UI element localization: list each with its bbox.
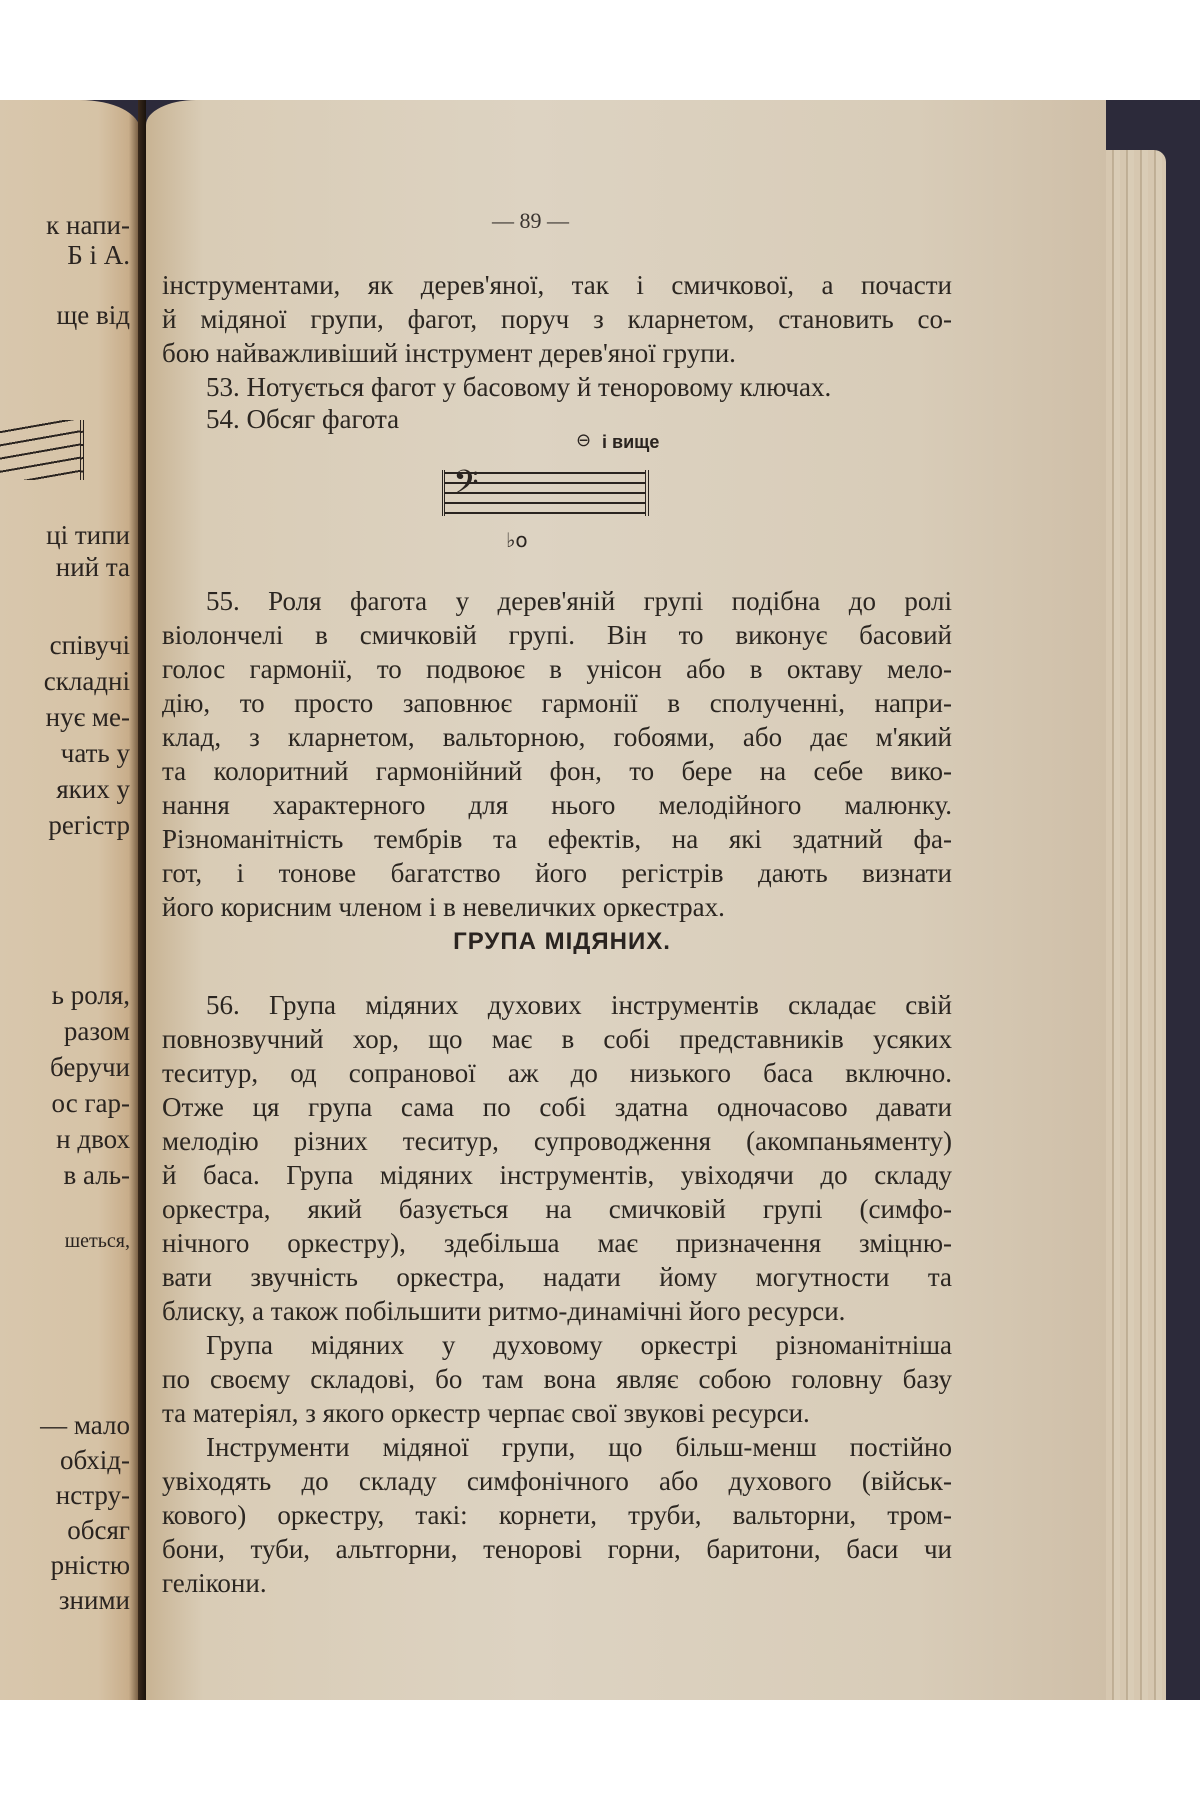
left-fragment: — мало	[40, 1410, 130, 1440]
left-fragment: разом	[63, 1016, 130, 1046]
text-line: й баса. Група мідяних інструментів, увіходячи до складу	[162, 1160, 952, 1190]
left-fragment: ний та	[55, 552, 130, 582]
page-edges	[1106, 150, 1166, 1700]
book-gutter	[138, 100, 146, 1700]
left-fragment: в аль-	[63, 1160, 130, 1190]
section-heading: ГРУПА МІДЯНИХ.	[453, 928, 671, 955]
text-line: увіходять до складу симфонічного або духового (військ-	[162, 1466, 952, 1496]
left-fragment: регістр	[48, 810, 130, 840]
left-fragment: ще від	[56, 300, 130, 330]
left-fragment: беручи	[49, 1052, 130, 1082]
left-fragment: к напи-	[46, 210, 130, 240]
left-fragment: співучі	[49, 630, 130, 660]
left-fragment: Б і А.	[67, 240, 130, 270]
text-line: Отже ця група сама по собі здатна одночасово давати	[162, 1092, 952, 1122]
bassoon-range-staff	[442, 464, 649, 516]
text-line: блиску, а також побільшити ритмо-динамічні його ресурси.	[162, 1296, 846, 1326]
left-fragment: складні	[43, 666, 130, 696]
text-line: інструментами, як дерев'яної, так і смичкової, а почасти	[162, 270, 952, 300]
text-line: Різноманітність тембрів та ефектів, на які здатний фа-	[162, 824, 952, 854]
left-fragment: обсяг	[67, 1515, 130, 1545]
text-line: вати звучність оркестра, надати йому могутности та	[162, 1262, 952, 1292]
text-line: 55. Роля фагота у дерев'яній групі подібна до ролі	[206, 586, 952, 616]
music-staff-fragment	[0, 420, 84, 480]
text-line: нічного оркестру), здебільша має призначення зміцню-	[162, 1228, 952, 1258]
text-line: та матеріял, з якого оркестр черпає свої звукові ресурси.	[162, 1398, 810, 1428]
text-line: бою найважливіший інструмент дерев'яної групи.	[162, 338, 736, 368]
text-line: бони, туби, альтгорни, тенорові горни, баритони, баси чи	[162, 1534, 952, 1564]
text-line: й мідяної групи, фагот, поруч з кларнетом, становить со-	[162, 304, 952, 334]
text-line: мелодію різних теситур, супроводження (акомпаньяменту)	[162, 1126, 952, 1156]
text-line: голос гармонії, то подвоює в унісон або в октаву мело-	[162, 654, 952, 684]
text-line: нання характерного для нього мелодійного малюнку.	[162, 790, 952, 820]
left-page	[0, 100, 140, 1700]
text-line: та колоритний гармонійний фон, то бере на себе вико-	[162, 756, 952, 786]
text-line: по своєму складові, бо там вона являє собою головну базу	[162, 1364, 952, 1394]
left-fragment: нує ме-	[45, 702, 130, 732]
paragraph-53: 53. Нотується фагот у басовому й теноровому ключах.	[206, 372, 832, 402]
left-fragment: н двох	[56, 1124, 130, 1154]
text-line: віолончелі в смичковій групі. Він то виконує басовий	[162, 620, 952, 650]
left-fragment: нстру-	[55, 1480, 130, 1510]
left-fragment: яких у	[56, 774, 130, 804]
text-line: гот, і тонове багатство його регістрів дають визнати	[162, 858, 952, 888]
left-fragment: ці типи	[46, 520, 130, 550]
text-line: клад, з кларнетом, вальторною, гобоями, або дає м'який	[162, 722, 952, 752]
left-fragment: ь роля,	[51, 980, 130, 1010]
range-high-label: і вище	[602, 432, 660, 452]
text-line: 56. Група мідяних духових інструментів складає свій	[206, 990, 952, 1020]
text-line: Інструменти мідяної групи, що більш-менш постійно	[206, 1432, 952, 1462]
text-line: теситур, од сопранової аж до низького баса включно.	[162, 1058, 952, 1088]
text-line: Група мідяних у духовому оркестрі різноманітніша	[206, 1330, 952, 1360]
high-note-glyph: ⊖	[576, 430, 592, 451]
book-photo	[0, 100, 1200, 1700]
left-fragment: шеться,	[64, 1230, 130, 1252]
bass-clef-icon: 𝄢	[453, 464, 479, 510]
low-note-glyph: ♭o	[506, 528, 528, 552]
page-number: — 89 —	[492, 208, 569, 233]
text-line: гелікони.	[162, 1568, 267, 1598]
left-fragment: чать у	[60, 738, 130, 768]
text-line: кового) оркестру, такі: корнети, труби, вальторни, тром-	[162, 1500, 952, 1530]
text-line: повнозвучний хор, що має в собі представників усяких	[162, 1024, 952, 1054]
left-fragment: обхід-	[60, 1445, 130, 1475]
text-line: дію, то просто заповнює гармонії в сполученні, напри-	[162, 688, 952, 718]
left-fragment: ос гар-	[51, 1088, 130, 1118]
text-line: його корисним членом і в невеличких оркестрах.	[162, 892, 725, 922]
left-fragment: рністю	[50, 1550, 130, 1580]
text-line: оркестра, який базується на смичковій групі (симфо-	[162, 1194, 952, 1224]
left-fragment: зними	[58, 1585, 130, 1615]
paragraph-54: 54. Обсяг фагота	[206, 404, 400, 434]
